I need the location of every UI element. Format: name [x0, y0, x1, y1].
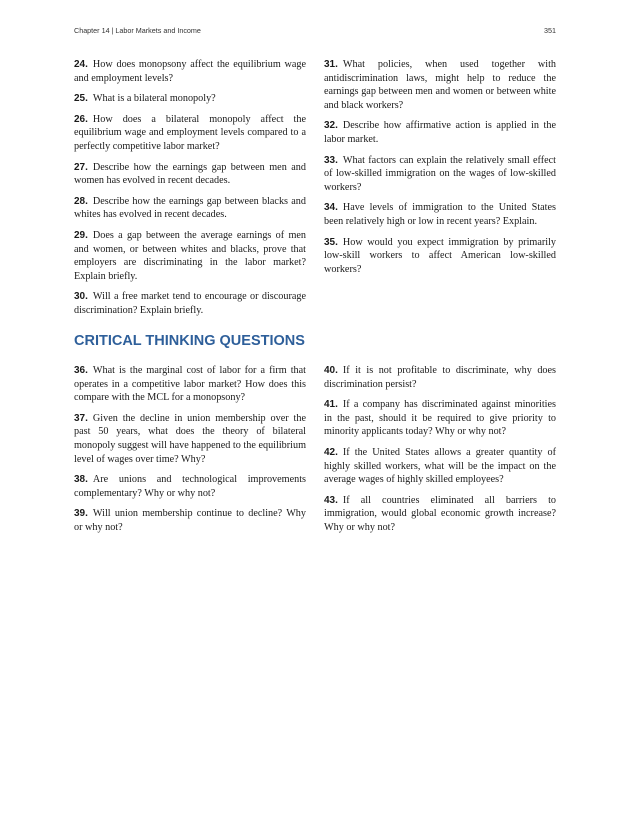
question-text: How does monopsony affect the equilibrium wage and employment levels? [74, 59, 306, 84]
question-24 [74, 58, 306, 85]
question-31 [324, 58, 556, 112]
question-41 [324, 398, 556, 439]
question-number: 27. [74, 161, 88, 173]
critical-thinking-left-column [74, 364, 306, 542]
question-30 [74, 290, 306, 317]
question-number: 37. [74, 412, 88, 424]
review-questions-right-column [324, 58, 556, 325]
question-number: 24. [74, 59, 88, 70]
critical-thinking-heading: CRITICAL THINKING QUESTIONS [74, 333, 305, 349]
review-questions-left-column [74, 58, 306, 325]
critical-thinking-right-column [324, 364, 556, 542]
question-26 [74, 113, 306, 154]
question-29 [74, 229, 306, 283]
question-text: Describe how the earnings gap between blacks and whites has evolved in recent decades. [74, 195, 306, 221]
page-header [74, 24, 556, 38]
question-text: If a company has discriminated against minorities in the past, should it be required to give priority to minority applicants today? Why or why not? [324, 399, 556, 438]
question-number: 43. [324, 494, 338, 506]
page-number: 351 [544, 26, 556, 35]
question-38 [74, 473, 306, 500]
question-number: 34. [324, 202, 338, 214]
critical-thinking-section [74, 364, 556, 542]
question-number: 25. [74, 93, 88, 105]
question-text: What is a bilateral monopoly? [92, 93, 216, 105]
question-25 [74, 92, 306, 106]
question-27 [74, 161, 306, 188]
question-text: If the United States allows a greater quantity of highly skilled workers, what will be the impact on the average wages of highly skilled employees? [324, 446, 556, 486]
question-34 [324, 201, 556, 228]
question-number: 33. [324, 154, 338, 166]
question-number: 38. [74, 474, 88, 486]
question-number: 36. [74, 365, 88, 376]
question-32 [324, 119, 556, 146]
question-39 [74, 507, 306, 534]
question-number: 41. [324, 399, 338, 411]
question-text: Describe how the earnings gap between men and women has evolved in recent decades. [74, 161, 306, 187]
question-37 [74, 412, 306, 466]
question-43 [324, 494, 556, 535]
question-33 [324, 154, 556, 195]
question-number: 26. [74, 113, 88, 125]
question-text: Are unions and technological improvements complementary? Why or why not? [74, 474, 306, 499]
question-36 [74, 364, 306, 405]
question-number: 40. [324, 365, 338, 376]
question-28 [74, 195, 306, 222]
question-text: How does a bilateral monopoly affect the equilibrium wage and employment levels compared to a perfectly competitive labor market? [74, 113, 306, 152]
question-text: Given the decline in union membership over the past 50 years, what does the theory of bilateral monopoly suggest will have happened to the equilibrium level of wages over time? Why? [74, 412, 306, 465]
question-text: How would you expect immigration by primarily low-skill workers to affect American low-skilled workers? [324, 236, 556, 275]
question-text: If it is not profitable to discriminate, why does discrimination persist? [324, 365, 556, 390]
question-42 [324, 446, 556, 487]
question-35 [324, 236, 556, 277]
chapter-running-head: Chapter 14 | Labor Markets and Income [74, 26, 201, 35]
question-number: 42. [324, 446, 338, 458]
question-number: 39. [74, 508, 88, 520]
question-number: 29. [74, 229, 88, 241]
question-text: If all countries eliminated all barriers to immigration, would global economic growth increase? Why or why not? [324, 494, 556, 533]
question-number: 31. [324, 59, 338, 70]
question-40 [324, 364, 556, 391]
review-questions-section [74, 58, 556, 325]
question-text: What factors can explain the relatively small effect of low-skilled immigration on the wages of low-skilled workers? [324, 154, 556, 193]
question-number: 30. [74, 291, 88, 303]
question-text: What policies, when used together with antidiscrimination laws, might help to reduce the earnings gap between men and women or between white and black workers? [324, 59, 556, 111]
question-number: 35. [324, 236, 338, 248]
question-text: What is the marginal cost of labor for a firm that operates in a competitive labor market? How does this compare with the MCL for a monopsony? [74, 365, 306, 404]
question-text: Will a free market tend to encourage or discourage discrimination? Explain briefly. [74, 291, 306, 316]
question-text: Does a gap between the average earnings of men and women, or between whites and blacks, prove that employers are discriminating in the labor market? Explain briefly. [74, 229, 306, 282]
question-text: Will union membership continue to decline? Why or why not? [74, 508, 306, 533]
question-number: 32. [324, 120, 338, 132]
question-text: Describe how affirmative action is applied in the labor market. [324, 120, 556, 145]
question-text: Have levels of immigration to the United States been relatively high or low in recent years? Explain. [324, 202, 556, 227]
question-number: 28. [74, 195, 88, 207]
